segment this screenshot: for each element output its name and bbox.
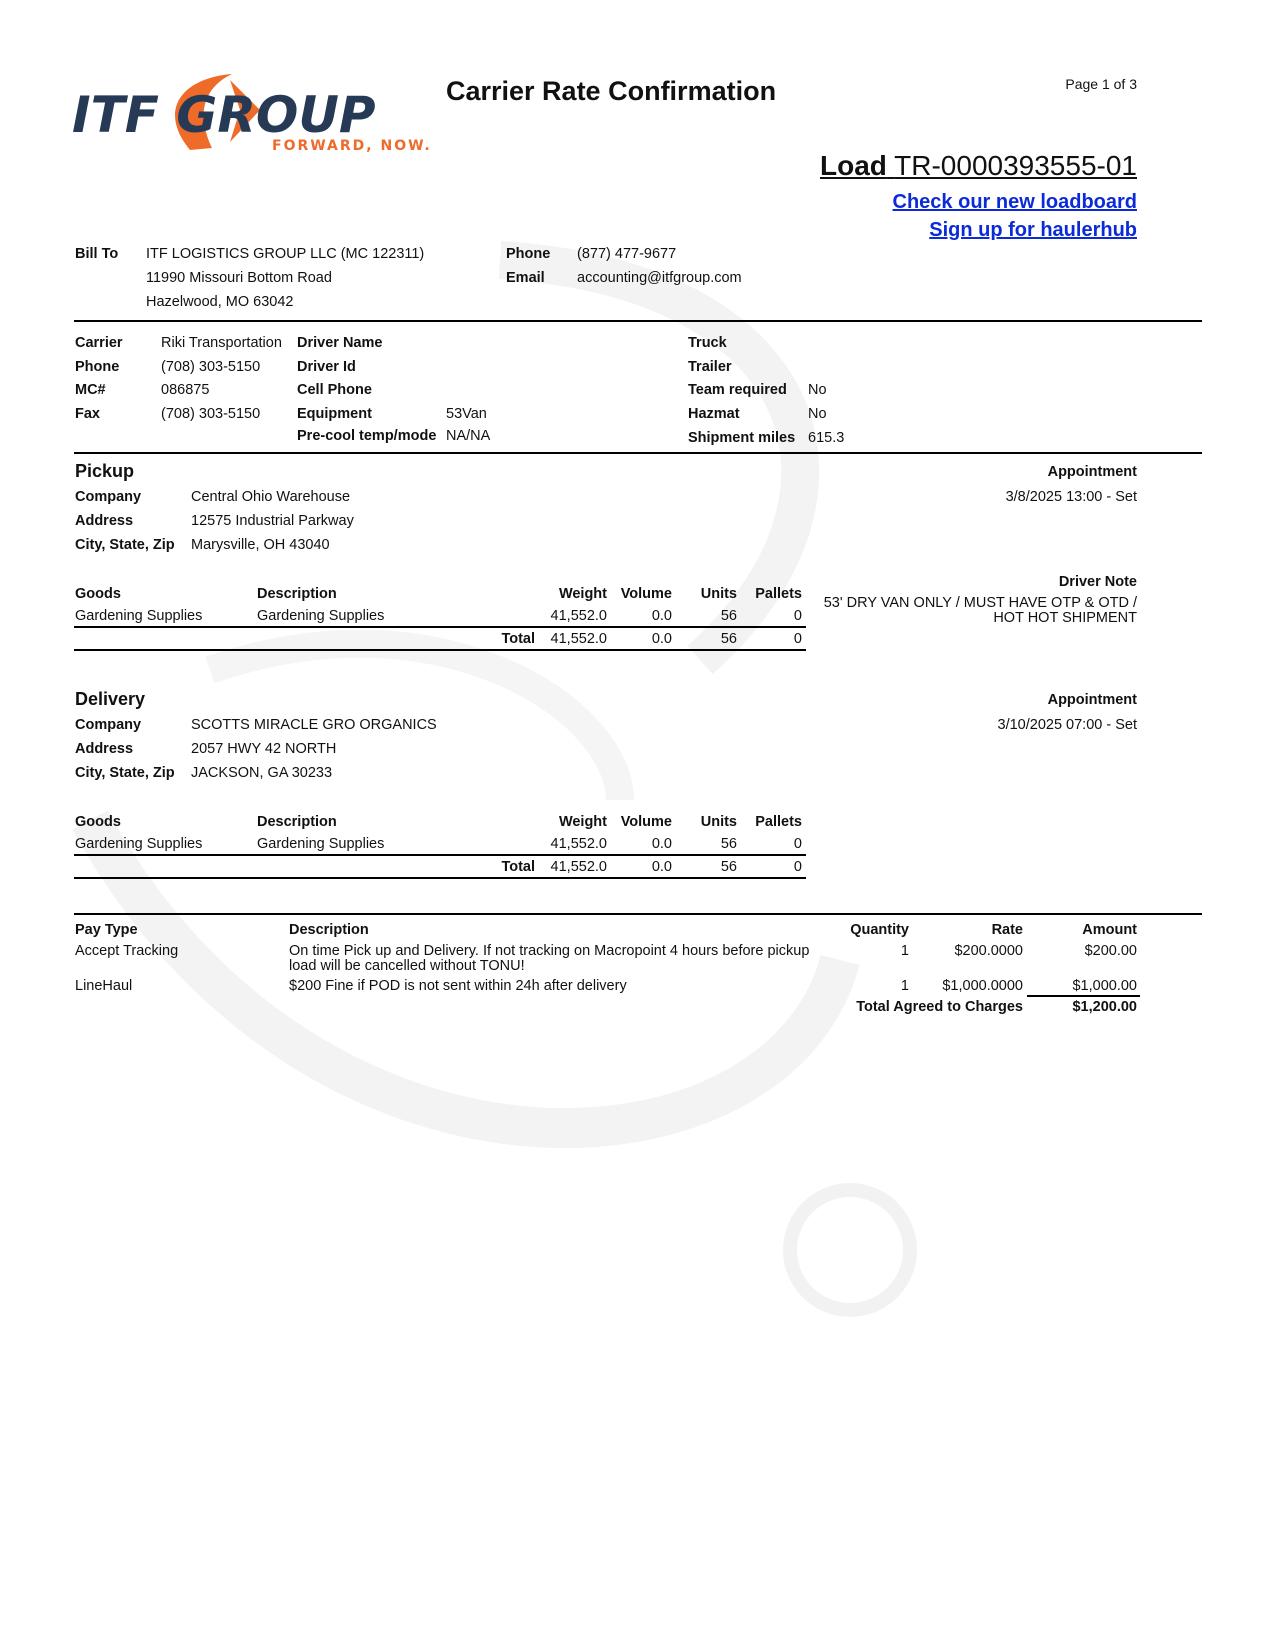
pickup-total-label: Total xyxy=(501,631,535,647)
pay-amount-header: Amount xyxy=(1082,922,1137,938)
carrier-fax: (708) 303-5150 xyxy=(161,406,261,422)
pickup-units-cell: 56 xyxy=(720,608,737,624)
pickup-pallets-cell: 0 xyxy=(793,608,802,624)
cell-phone-label: Cell Phone xyxy=(297,382,372,398)
driver-note-label: Driver Note xyxy=(1058,574,1137,590)
pay-type-header: Pay Type xyxy=(75,922,138,938)
pickup-total-weight: 41,552.0 xyxy=(550,631,607,647)
delivery-total-weight: 41,552.0 xyxy=(550,859,607,875)
bill-to-email: accounting@itfgroup.com xyxy=(577,270,742,286)
divider xyxy=(74,913,1202,915)
delivery-appointment: 3/10/2025 07:00 - Set xyxy=(997,717,1137,733)
carrier-phone: (708) 303-5150 xyxy=(161,359,261,375)
pickup-volume-header: Volume xyxy=(620,586,672,602)
delivery-weight-header: Weight xyxy=(558,814,607,830)
driver-id-label: Driver Id xyxy=(297,359,356,375)
bill-to-phone-label: Phone xyxy=(506,246,551,262)
pickup-appointment-label: Appointment xyxy=(1047,464,1137,480)
delivery-pallets-header: Pallets xyxy=(755,814,802,830)
hazmat-value: No xyxy=(808,406,827,422)
bill-to-phone: (877) 477-9677 xyxy=(577,246,677,262)
bill-to-label: Bill To xyxy=(75,246,119,262)
pay-row-type: LineHaul xyxy=(75,978,133,994)
delivery-company: SCOTTS MIRACLE GRO ORGANICS xyxy=(191,717,437,733)
pickup-company: Central Ohio Warehouse xyxy=(191,489,351,505)
delivery-csz-label: City, State, Zip xyxy=(75,765,175,781)
total-rule xyxy=(1027,995,1140,997)
equipment-label: Equipment xyxy=(297,406,372,422)
delivery-csz: JACKSON, GA 30233 xyxy=(191,765,333,781)
document-title: Carrier Rate Confirmation xyxy=(446,76,777,106)
bill-to-name: ITF LOGISTICS GROUP LLC (MC 122311) xyxy=(146,246,425,262)
pickup-csz: Marysville, OH 43040 xyxy=(191,537,330,553)
pay-row-rate: $1,000.0000 xyxy=(942,978,1023,994)
pickup-goods-cell: Gardening Supplies xyxy=(75,608,203,624)
pay-row-quantity: 1 xyxy=(900,978,909,994)
shipment-miles-value: 615.3 xyxy=(808,430,845,446)
pickup-goods-header: Goods xyxy=(75,586,121,602)
precool-label: Pre-cool temp/mode xyxy=(297,428,437,444)
logo-itf-text: ITF GROUP xyxy=(72,86,376,144)
pay-quantity-header: Quantity xyxy=(850,922,909,938)
pickup-total-volume: 0.0 xyxy=(651,631,672,647)
carrier-label: Carrier xyxy=(75,335,123,351)
trailer-label: Trailer xyxy=(688,359,732,375)
load-number-heading xyxy=(820,150,1137,182)
load-number: TR-0000393555-01 xyxy=(894,150,1137,181)
pay-row-amount: $1,000.00 xyxy=(1072,978,1137,994)
pickup-total-units: 56 xyxy=(720,631,737,647)
delivery-volume-cell: 0.0 xyxy=(651,836,672,852)
table-rule xyxy=(74,626,806,628)
watermark-swoosh xyxy=(60,240,960,1340)
delivery-total-units: 56 xyxy=(720,859,737,875)
total-agreed-amount: $1,200.00 xyxy=(1072,999,1137,1015)
shipment-miles-label: Shipment miles xyxy=(688,430,796,446)
page-indicator: Page 1 of 3 xyxy=(1065,76,1137,92)
pickup-description-header: Description xyxy=(257,586,337,602)
pickup-appointment: 3/8/2025 13:00 - Set xyxy=(1005,489,1137,505)
pickup-company-label: Company xyxy=(75,489,142,505)
pickup-address: 12575 Industrial Parkway xyxy=(191,513,354,529)
team-required-label: Team required xyxy=(688,382,787,398)
pay-row-quantity: 1 xyxy=(900,943,909,959)
carrier-name: Riki Transportation xyxy=(161,335,282,351)
pickup-csz-label: City, State, Zip xyxy=(75,537,175,553)
delivery-units-cell: 56 xyxy=(720,836,737,852)
precool-value: NA/NA xyxy=(446,428,491,444)
delivery-goods-cell: Gardening Supplies xyxy=(75,836,203,852)
pickup-address-label: Address xyxy=(75,513,134,529)
bill-to-email-label: Email xyxy=(506,270,545,286)
delivery-title: Delivery xyxy=(75,689,146,709)
pickup-volume-cell: 0.0 xyxy=(651,608,672,624)
delivery-pallets-cell: 0 xyxy=(793,836,802,852)
pay-row-amount: $200.00 xyxy=(1084,943,1137,959)
delivery-total-pallets: 0 xyxy=(793,859,802,875)
pickup-total-pallets: 0 xyxy=(793,631,802,647)
total-agreed-label: Total Agreed to Charges xyxy=(856,999,1023,1015)
table-rule xyxy=(74,854,806,856)
truck-label: Truck xyxy=(688,335,727,351)
delivery-description-cell: Gardening Supplies xyxy=(257,836,385,852)
table-rule xyxy=(74,649,806,651)
delivery-total-label: Total xyxy=(501,859,535,875)
delivery-company-label: Company xyxy=(75,717,142,733)
hazmat-label: Hazmat xyxy=(688,406,740,422)
pickup-units-header: Units xyxy=(700,586,737,602)
haulerhub-link[interactable]: Sign up for haulerhub xyxy=(929,219,1137,241)
divider xyxy=(74,452,1202,454)
table-rule xyxy=(74,877,806,879)
carrier-mc: 086875 xyxy=(161,382,210,398)
pay-row-rate: $200.0000 xyxy=(954,943,1023,959)
pay-row-description-line1: On time Pick up and Delivery. If not tracking on Macropoint 4 hours before pickup xyxy=(289,943,810,959)
carrier-fax-label: Fax xyxy=(75,406,100,422)
delivery-address: 2057 HWY 42 NORTH xyxy=(191,741,337,757)
loadboard-link[interactable]: Check our new loadboard xyxy=(892,191,1137,213)
itf-group-logo xyxy=(72,70,432,160)
driver-note-line2: HOT HOT SHIPMENT xyxy=(993,610,1137,626)
carrier-mc-label: MC# xyxy=(75,382,106,398)
bill-to-address1: 11990 Missouri Bottom Road xyxy=(146,270,332,286)
pay-row-description-line2: load will be cancelled without TONU! xyxy=(289,958,525,974)
pickup-pallets-header: Pallets xyxy=(755,586,802,602)
pay-row-type: Accept Tracking xyxy=(75,943,179,959)
delivery-weight-cell: 41,552.0 xyxy=(550,836,607,852)
delivery-description-header: Description xyxy=(257,814,337,830)
pickup-weight-header: Weight xyxy=(558,586,607,602)
carrier-phone-label: Phone xyxy=(75,359,120,375)
pickup-weight-cell: 41,552.0 xyxy=(550,608,607,624)
load-label: Load xyxy=(819,150,887,181)
bill-to-address2: Hazelwood, MO 63042 xyxy=(146,294,294,310)
pay-description-header: Description xyxy=(289,922,369,938)
delivery-goods-header: Goods xyxy=(75,814,121,830)
divider xyxy=(74,320,1202,322)
delivery-appointment-label: Appointment xyxy=(1047,692,1137,708)
pickup-description-cell: Gardening Supplies xyxy=(257,608,385,624)
delivery-units-header: Units xyxy=(700,814,737,830)
equipment-value: 53Van xyxy=(446,406,487,422)
delivery-volume-header: Volume xyxy=(620,814,672,830)
pay-row-description-line1: $200 Fine if POD is not sent within 24h after delivery xyxy=(289,978,627,994)
driver-note-line1: 53' DRY VAN ONLY / MUST HAVE OTP & OTD / xyxy=(823,595,1137,611)
team-required-value: No xyxy=(808,382,827,398)
pickup-title: Pickup xyxy=(75,461,135,481)
delivery-total-volume: 0.0 xyxy=(651,859,672,875)
pay-rate-header: Rate xyxy=(991,922,1023,938)
driver-name-label: Driver Name xyxy=(297,335,383,351)
logo-tagline: FORWARD, NOW. xyxy=(272,138,432,154)
delivery-address-label: Address xyxy=(75,741,134,757)
